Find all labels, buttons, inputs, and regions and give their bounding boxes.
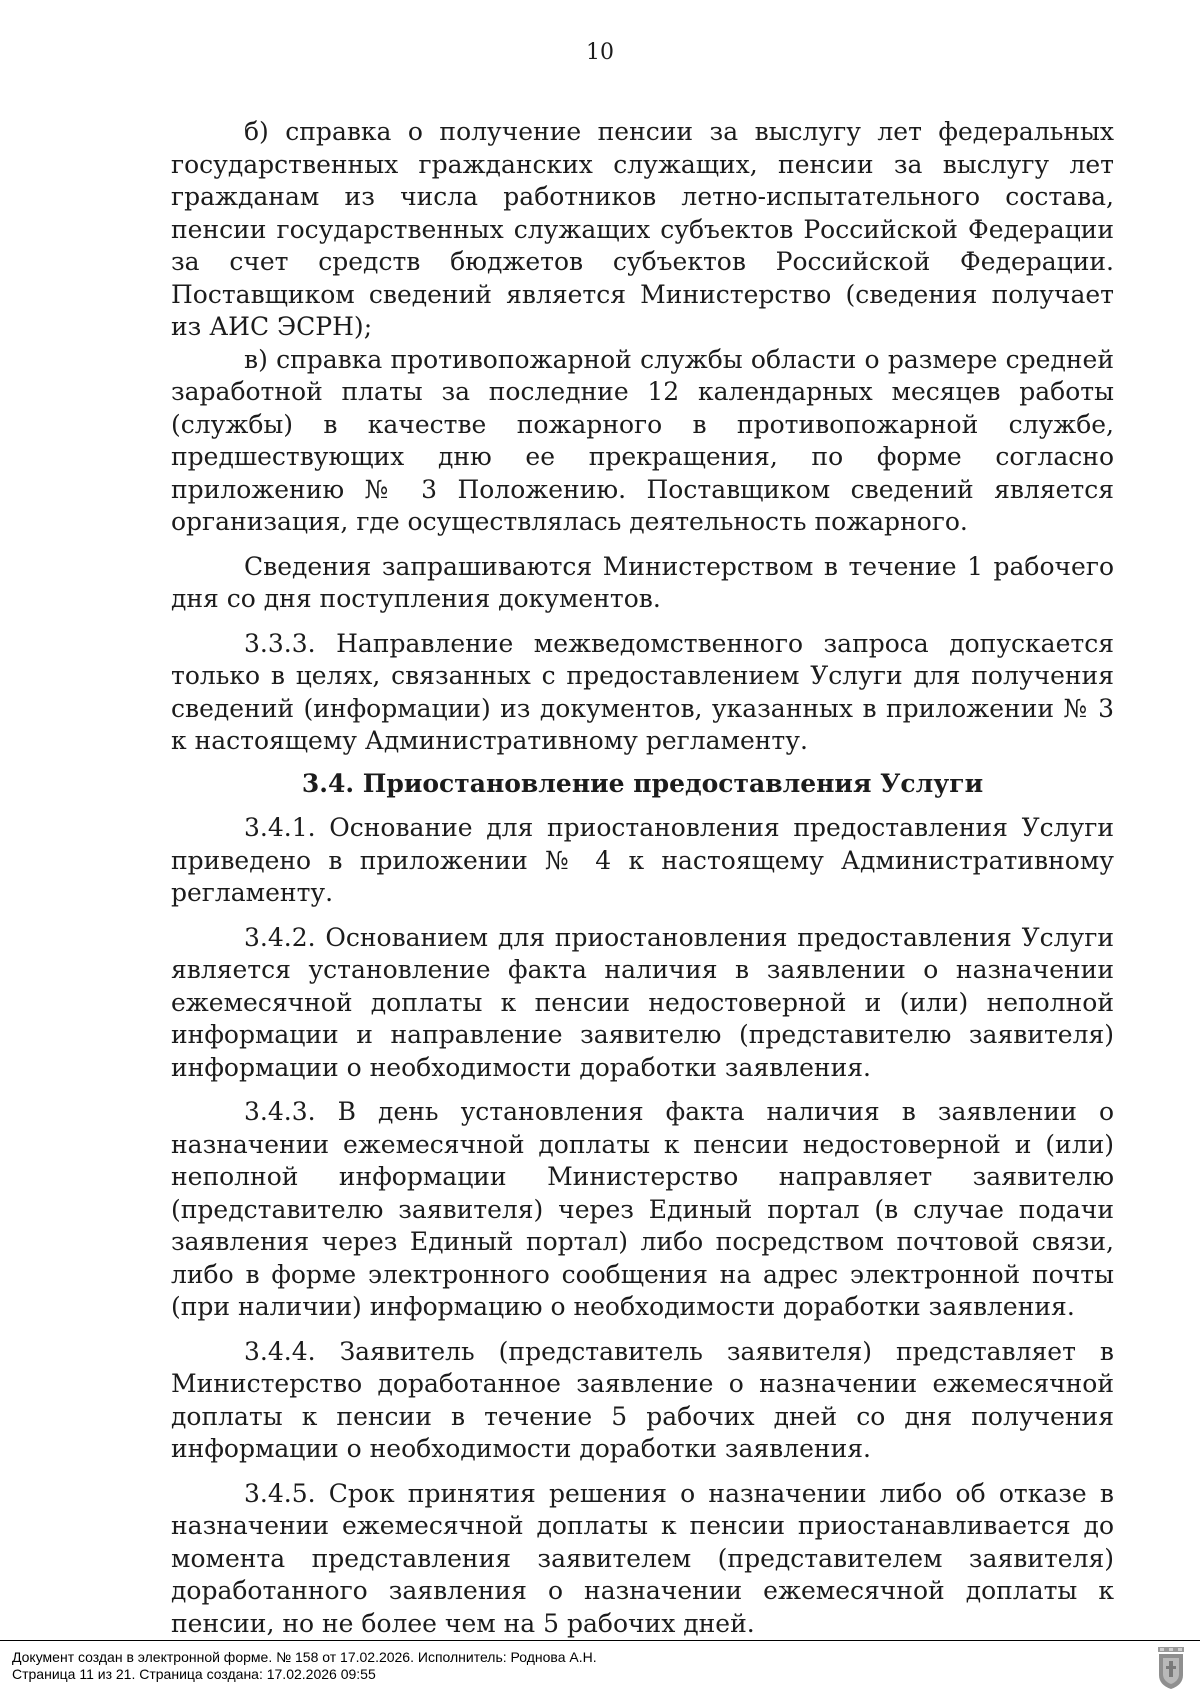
footer-document-info: Документ создан в электронной форме. № 158 от 17.02.2026. Исполнитель: Роднова А.Н. [12, 1649, 597, 1665]
footer-page-info: Страница 11 из 21. Страница создана: 17.02.2026 09:55 [12, 1666, 376, 1682]
paragraph-3-3-3: 3.3.3. Направление межведомственного запроса допускается только в целях, связанных с предоставлением Услуги для получения сведений (информации) из документов, указанных в приложении № 3 к настоящему Административному регламенту. [171, 628, 1114, 755]
document-body [171, 116, 1114, 1640]
coat-of-arms-icon [1156, 1647, 1186, 1689]
paragraph-information-request: Сведения запрашиваются Министерством в течение 1 рабочего дня со дня поступления документов. [171, 551, 1114, 613]
paragraph-v-fire-service-certificate: в) справка противопожарной службы области о размере средней заработной платы за последние 12 календарных месяцев работы (службы) в качестве пожарного в противопожарной службе, предшествующих дню ее прекращения, по форме согласно приложению № 3 Положению. Поставщиком сведений является организация, где осуществлялась деятельность пожарного. [171, 344, 1114, 536]
footer-text [12, 1649, 597, 1683]
paragraph-3-4-4: 3.4.4. Заявитель (представитель заявителя) представляет в Министерство доработанное заявление о назначении ежемесячной доплаты к пенсии в течение 5 рабочих дней со дня получения информации о необходимости доработки заявления. [171, 1336, 1114, 1463]
paragraph-3-4-1: 3.4.1. Основание для приостановления предоставления Услуги приведено в приложении № 4 к настоящему Административному регламенту. [171, 813, 1114, 907]
paragraph-3-4-3: 3.4.3. В день установления факта наличия в заявлении о назначении ежемесячной доплаты к пенсии недостоверной и (или) неполной информации Министерство направляет заявителю (представителю заявителя) через Единый портал (в случае подачи заявления через Единый портал) либо посредством почтовой связи, либо в форме электронного сообщения на адрес электронной почты (при наличии) информацию о необходимости доработки заявления. [171, 1097, 1114, 1321]
paragraph-3-4-5: 3.4.5. Срок принятия решения о назначении либо об отказе в назначении ежемесячной доплаты к пенсии приостанавливается до момента представления заявителем (представителем заявителя) доработанного заявления о назначении ежемесячной доплаты к пенсии, но не более чем на 5 рабочих дней. [171, 1478, 1114, 1638]
page-number: 10 [586, 40, 614, 65]
paragraph-b-pension-certificate: б) справка о получение пенсии за выслугу лет федеральных государственных гражданских служащих, пенсии за выслугу лет гражданам из числа работников летно-испытательного состава, пенсии государственных служащих субъектов Российской Федерации за счет средств бюджетов субъектов Российской Федерации. Поставщиком сведений является Министерство (сведения получает из АИС ЭСРН); [171, 117, 1114, 341]
section-heading-3-4: 3.4. Приостановление предоставления Услуги [301, 768, 984, 798]
paragraph-3-4-2: 3.4.2. Основанием для приостановления предоставления Услуги является установление факта наличия в заявлении о назначении ежемесячной доплаты к пенсии недостоверной и (или) неполной информации и направление заявителю (представителю заявителя) информации о необходимости доработки заявления. [171, 922, 1114, 1082]
document-footer [0, 1640, 1200, 1699]
